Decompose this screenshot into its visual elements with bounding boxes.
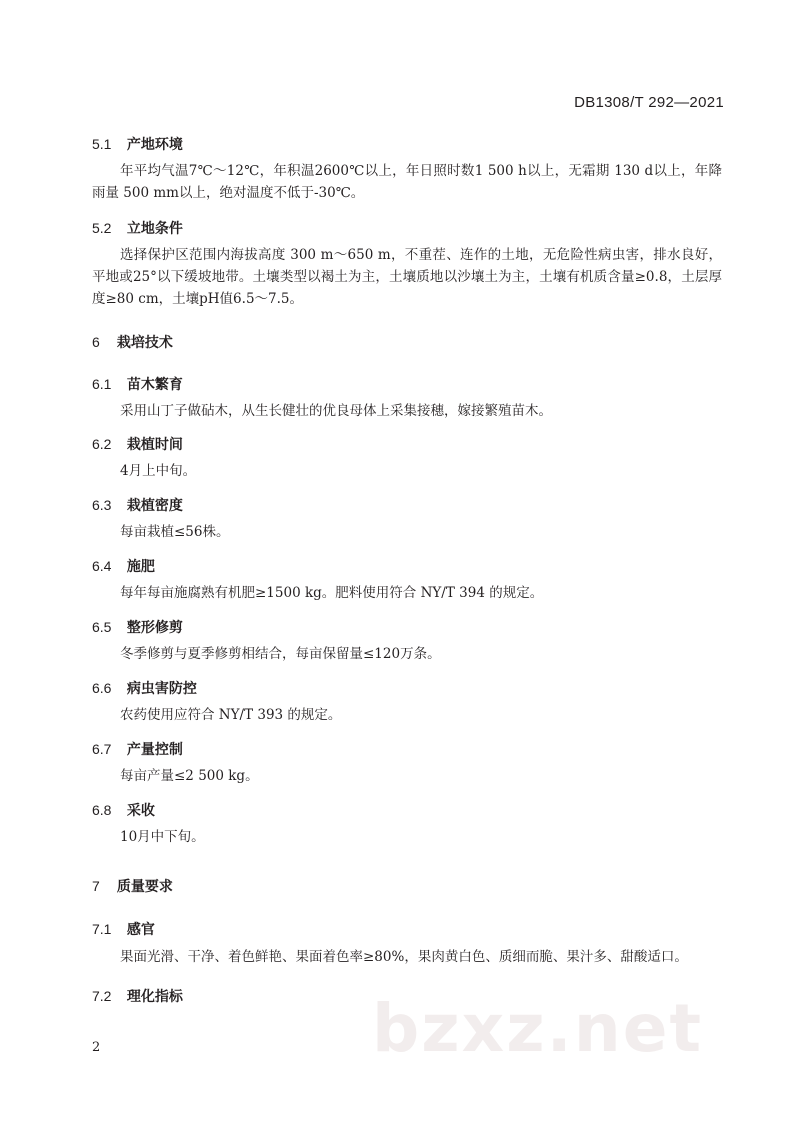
- heading-number: 6.5: [92, 619, 112, 635]
- heading-title: 栽植时间: [126, 437, 183, 453]
- heading-6-6: [92, 678, 197, 698]
- heading-title: 理化指标: [126, 989, 183, 1005]
- heading-number: 6.3: [92, 497, 112, 513]
- heading-6-5: [92, 617, 183, 637]
- paragraph-5-2: 选择保护区范围内海拔高度 300 m～650 m，不重茬、连作的土地，无危险性病虫害，排水良好，平地或25°以下缓坡地带。土壤类型以褐土为主，土壤质地以沙壤土为主，土壤有机质含量≥0.8，土层厚度≥80 cm，土壤pH值6.5～7.5。: [92, 247, 722, 307]
- heading-number: 6.4: [92, 558, 112, 574]
- paragraph-6-2: 4月上中旬。: [120, 463, 197, 479]
- paragraph-6-4: 每年每亩施腐熟有机肥≥1500 kg。肥料使用符合 NY/T 394 的规定。: [120, 585, 544, 601]
- heading-title: 产量控制: [126, 742, 183, 758]
- heading-number: 5.1: [92, 136, 112, 152]
- heading-title: 整形修剪: [126, 620, 183, 636]
- heading-5-2: [92, 218, 183, 238]
- heading-title: 采收: [126, 803, 155, 819]
- heading-number: 7: [92, 878, 100, 894]
- heading-number: 6.2: [92, 436, 112, 452]
- heading-title: 苗木繁育: [126, 377, 183, 393]
- heading-number: 7.2: [92, 988, 112, 1004]
- heading-number: 6.7: [92, 741, 112, 757]
- heading-7: [92, 876, 173, 896]
- page-number: 2: [92, 1040, 101, 1055]
- heading-title: 栽培技术: [116, 335, 173, 351]
- heading-number: 5.2: [92, 220, 112, 236]
- heading-title: 感官: [126, 922, 155, 938]
- heading-6-1: [92, 374, 183, 394]
- heading-title: 质量要求: [116, 879, 173, 895]
- paragraph-6-5: 冬季修剪与夏季修剪相结合，每亩保留量≤120万条。: [120, 646, 441, 662]
- heading-title: 栽植密度: [126, 498, 183, 514]
- heading-5-1: [92, 134, 183, 154]
- heading-number: 7.1: [92, 921, 112, 937]
- paragraph-6-1: 采用山丁子做砧木，从生长健壮的优良母体上采集接穗，嫁接繁殖苗木。: [120, 403, 552, 419]
- heading-number: 6.1: [92, 376, 112, 392]
- document-code: DB1308/T 292—2021: [574, 94, 724, 111]
- heading-title: 施肥: [126, 559, 155, 575]
- heading-title: 病虫害防控: [126, 681, 197, 697]
- paragraph-6-8: 10月中下旬。: [120, 829, 205, 845]
- heading-title: 产地环境: [126, 137, 183, 153]
- heading-7-1: [92, 919, 155, 939]
- heading-6-7: [92, 739, 183, 759]
- heading-6-4: [92, 556, 155, 576]
- heading-title: 立地条件: [126, 221, 183, 237]
- heading-number: 6.6: [92, 680, 112, 696]
- watermark: bzxz.net: [372, 990, 704, 1067]
- heading-7-2: [92, 986, 183, 1006]
- paragraph-6-6: 农药使用应符合 NY/T 393 的规定。: [120, 707, 342, 723]
- paragraph-7-1: 果面光滑、干净、着色鲜艳、果面着色率≥80%，果肉黄白色、质细而脆、果汁多、甜酸适口。: [120, 949, 688, 965]
- heading-6-3: [92, 495, 183, 515]
- heading-6-2: [92, 434, 183, 454]
- paragraph-6-3: 每亩栽植≤56株。: [120, 524, 230, 540]
- heading-6: [92, 332, 173, 352]
- heading-number: 6.8: [92, 802, 112, 818]
- heading-number: 6: [92, 334, 100, 350]
- paragraph-6-7: 每亩产量≤2 500 kg。: [120, 768, 259, 784]
- heading-6-8: [92, 800, 155, 820]
- paragraph-5-1: 年平均气温7℃～12℃，年积温2600℃以上，年日照时数1 500 h以上，无霜期 130 d以上，年降雨量 500 mm以上，绝对温度不低于-30℃。: [92, 163, 722, 201]
